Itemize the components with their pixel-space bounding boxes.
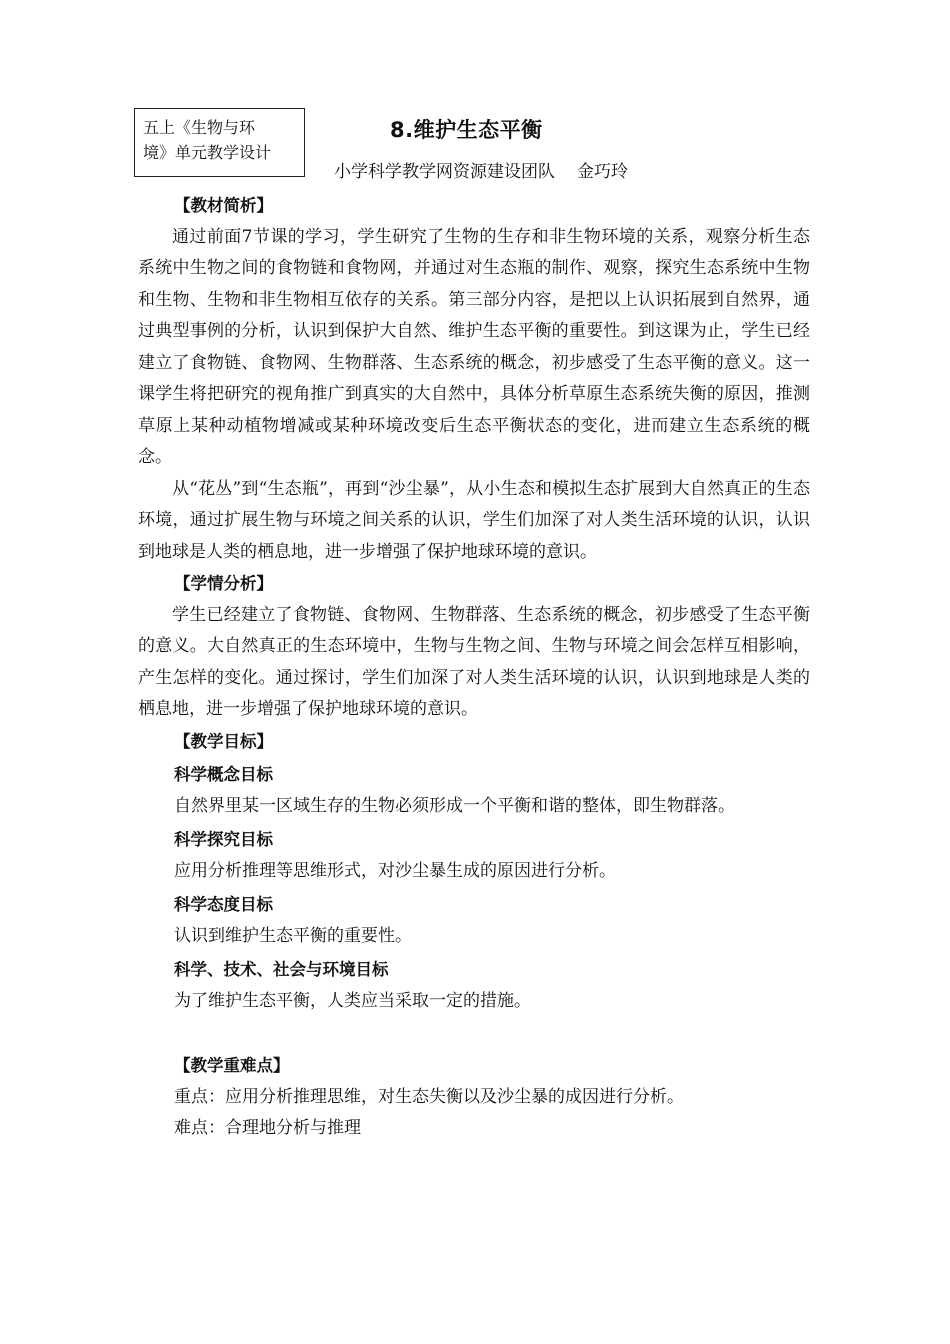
section-heading-keypoints: 【教学重难点】 — [174, 1056, 290, 1075]
page-title: 8.维护生态平衡 — [390, 118, 543, 142]
goal-title-inquiry: 科学探究目标 — [174, 830, 273, 849]
material-paragraph-1: 通过前面7节课的学习，学生研究了生物的生存和非生物环境的关系，观察分析生态系统中生物之间的食物链和食物网，并通过对生态瓶的制作、观察，探究生态系统中生物和生物、生物和非生物相互依存的关系。第三部分内容，是把以上认识拓展到自然界，通过典型事例的分析，认识到保护大自然、维护生态平衡的重要性。到这课为止，学生已经建立了食物链、食物网、生物群落、生态系统的概念，初步感受了生态平衡的意义。这一课学生将把研究的视角推广到真实的大自然中，具体分析草原生态系统失衡的原因，推测草原上某种动植物增减或某种环境改变后生态平衡状态的变化，进而建立生态系统的概念。 — [138, 226, 810, 467]
section-heading-students: 【学情分析】 — [174, 574, 273, 593]
goal-title-attitude: 科学态度目标 — [174, 895, 273, 914]
unit-label-line1: 五上《生物与环 — [143, 118, 256, 137]
goal-text-inquiry: 应用分析推理等思维形式，对沙尘暴生成的原因进行分析。 — [174, 860, 616, 881]
keypoint-difficulty: 难点：合理地分析与推理 — [174, 1118, 361, 1138]
goal-text-attitude: 认识到维护生态平衡的重要性。 — [174, 925, 412, 946]
unit-label-line2: 境》单元教学设计 — [143, 143, 272, 162]
students-paragraph: 学生已经建立了食物链、食物网、生物群落、生态系统的概念，初步感受了生态平衡的意义。大自然真正的生态环境中，生物与生物之间、生物与环境之间会怎样互相影响，产生怎样的变化。通过探讨，学生们加深了对人类生活环境的认识，认识到地球是人类的栖息地，进一步增强了保护地球环境的意识。 — [138, 604, 810, 719]
material-paragraph-2: 从“花丛”到“生态瓶”，再到“沙尘暴”，从小生态和模拟生态扩展到大自然真正的生态环境，通过扩展生物与环境之间关系的认识，学生们加深了对人类生活环境的认识，认识到地球是人类的栖息地，进一步增强了保护地球环境的意识。 — [138, 478, 810, 562]
document-body — [138, 190, 810, 1145]
section-heading-material: 【教材简析】 — [174, 196, 273, 215]
author-team: 小学科学教学网资源建设团队 — [334, 162, 555, 182]
author-name: 金巧玲 — [577, 162, 628, 182]
section-spacer — [138, 1017, 810, 1050]
goal-text-stse: 为了维护生态平衡，人类应当采取一定的措施。 — [174, 990, 531, 1011]
author-line — [334, 157, 628, 182]
goal-text-concept: 自然界里某一区域生存的生物必须形成一个平衡和谐的整体，即生物群落。 — [174, 795, 735, 816]
goal-title-stse: 科学、技术、社会与环境目标 — [174, 960, 389, 979]
unit-label-box — [134, 108, 305, 177]
keypoint-focus: 重点：应用分析推理思维，对生态失衡以及沙尘暴的成因进行分析。 — [174, 1086, 684, 1107]
section-heading-goals: 【教学目标】 — [174, 731, 273, 751]
goal-title-concept: 科学概念目标 — [174, 765, 273, 784]
